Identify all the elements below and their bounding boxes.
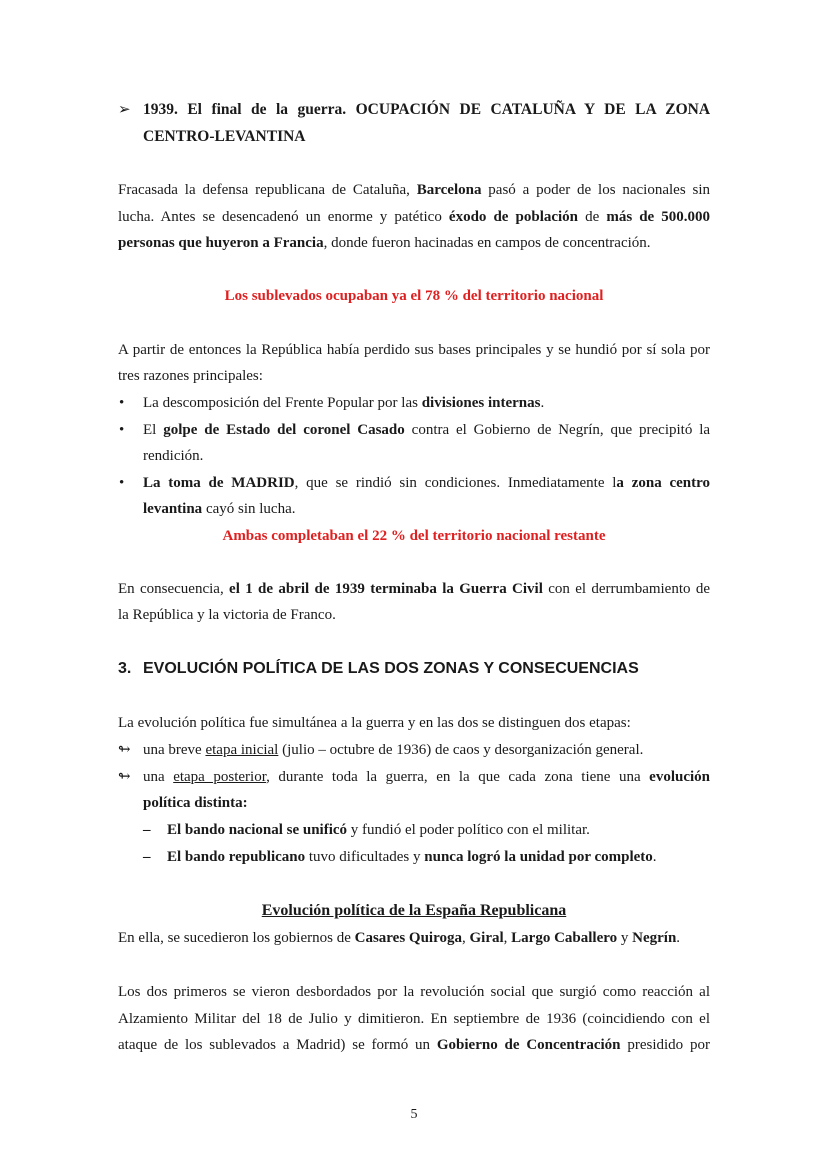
arrow-item: una etapa posterior, durante toda la guerra, en la que cada zona tiene una evolución <box>143 769 710 785</box>
curved-arrow-icon: ↬ <box>118 742 131 758</box>
arrow-item-continuation: política distinta: <box>143 795 248 811</box>
para3-line2: la República y la victoria de Franco. <box>118 607 336 623</box>
dash-item: El bando republicano tuvo dificultades y nunca logró la unidad por completo. <box>167 849 657 865</box>
para4-intro: La evolución política fue simultánea a la guerra y en las dos se distinguen dos etapas: <box>118 715 631 731</box>
heading-bullet-icon: ➢ <box>118 102 131 118</box>
dash-icon: – <box>143 822 151 838</box>
dash-item: El bando nacional se unificó y fundió el poder político con el militar. <box>167 822 590 838</box>
para2-line2: tres razones principales: <box>118 368 263 384</box>
heading-year: 1939. <box>143 101 178 118</box>
list-item-continuation: rendición. <box>143 448 204 464</box>
para6-line2: Alzamiento Militar del 18 de Julio y dimitieron. En septiembre de 1936 (coincidiendo con el <box>118 1011 710 1027</box>
para2-line1: A partir de entonces la República había perdido sus bases principales y se hundió por sí sola por <box>118 342 710 358</box>
bullet-icon: • <box>119 422 125 438</box>
para1-line3: personas que huyeron a Francia, donde fueron hacinadas en campos de concentración. <box>118 235 651 251</box>
para1-line2: lucha. Antes se desencadenó un enorme y patético éxodo de población de más de 500.000 <box>118 209 711 225</box>
list-item-continuation: levantina cayó sin lucha. <box>143 501 296 517</box>
bullet-icon: • <box>119 475 125 491</box>
section-title: EVOLUCIÓN POLÍTICA DE LAS DOS ZONAS Y CONSECUENCIAS <box>143 660 639 677</box>
para6-line1: Los dos primeros se vieron desbordados por la revolución social que surgió como reacción al <box>118 984 710 1000</box>
para6-line3: ataque de los sublevados a Madrid) se formó un Gobierno de Concentración presidido por <box>118 1037 710 1053</box>
heading-title: OCUPACIÓN DE CATALUÑA Y DE LA ZONA <box>355 101 711 118</box>
heading-1939-line2: CENTRO-LEVANTINA <box>143 128 306 145</box>
list-item: El golpe de Estado del coronel Casado contra el Gobierno de Negrín, que precipitó la <box>143 422 711 438</box>
heading-subtitle: El final de la guerra. <box>187 101 347 118</box>
curved-arrow-icon: ↬ <box>118 769 131 785</box>
section-number: 3. <box>118 660 132 677</box>
list-item: La descomposición del Frente Popular por las divisiones internas. <box>143 395 545 411</box>
dash-icon: – <box>143 849 151 865</box>
bullet-icon: • <box>119 395 125 411</box>
red-note-22: Ambas completaban el 22 % del territorio nacional restante <box>222 528 606 544</box>
subheading: Evolución política de la España Republicana <box>261 902 567 919</box>
heading-1939-line1 <box>143 100 710 120</box>
red-note-78: Los sublevados ocupaban ya el 78 % del territorio nacional <box>224 288 604 304</box>
para1-line1: Fracasada la defensa republicana de Cataluña, Barcelona pasó a poder de los nacionales sin <box>118 182 711 198</box>
arrow-item: una breve etapa inicial (julio – octubre de 1936) de caos y desorganización general. <box>143 742 644 758</box>
list-item: La toma de MADRID, que se rindió sin condiciones. Inmediatamente la zona centro <box>143 475 710 491</box>
page-number: 5 <box>410 1107 418 1122</box>
para3-line1: En consecuencia, el 1 de abril de 1939 terminaba la Guerra Civil con el derrumbamiento de <box>118 581 710 597</box>
para5-line1: En ella, se sucedieron los gobiernos de Casares Quiroga, Giral, Largo Caballero y Negrín. <box>118 930 681 946</box>
